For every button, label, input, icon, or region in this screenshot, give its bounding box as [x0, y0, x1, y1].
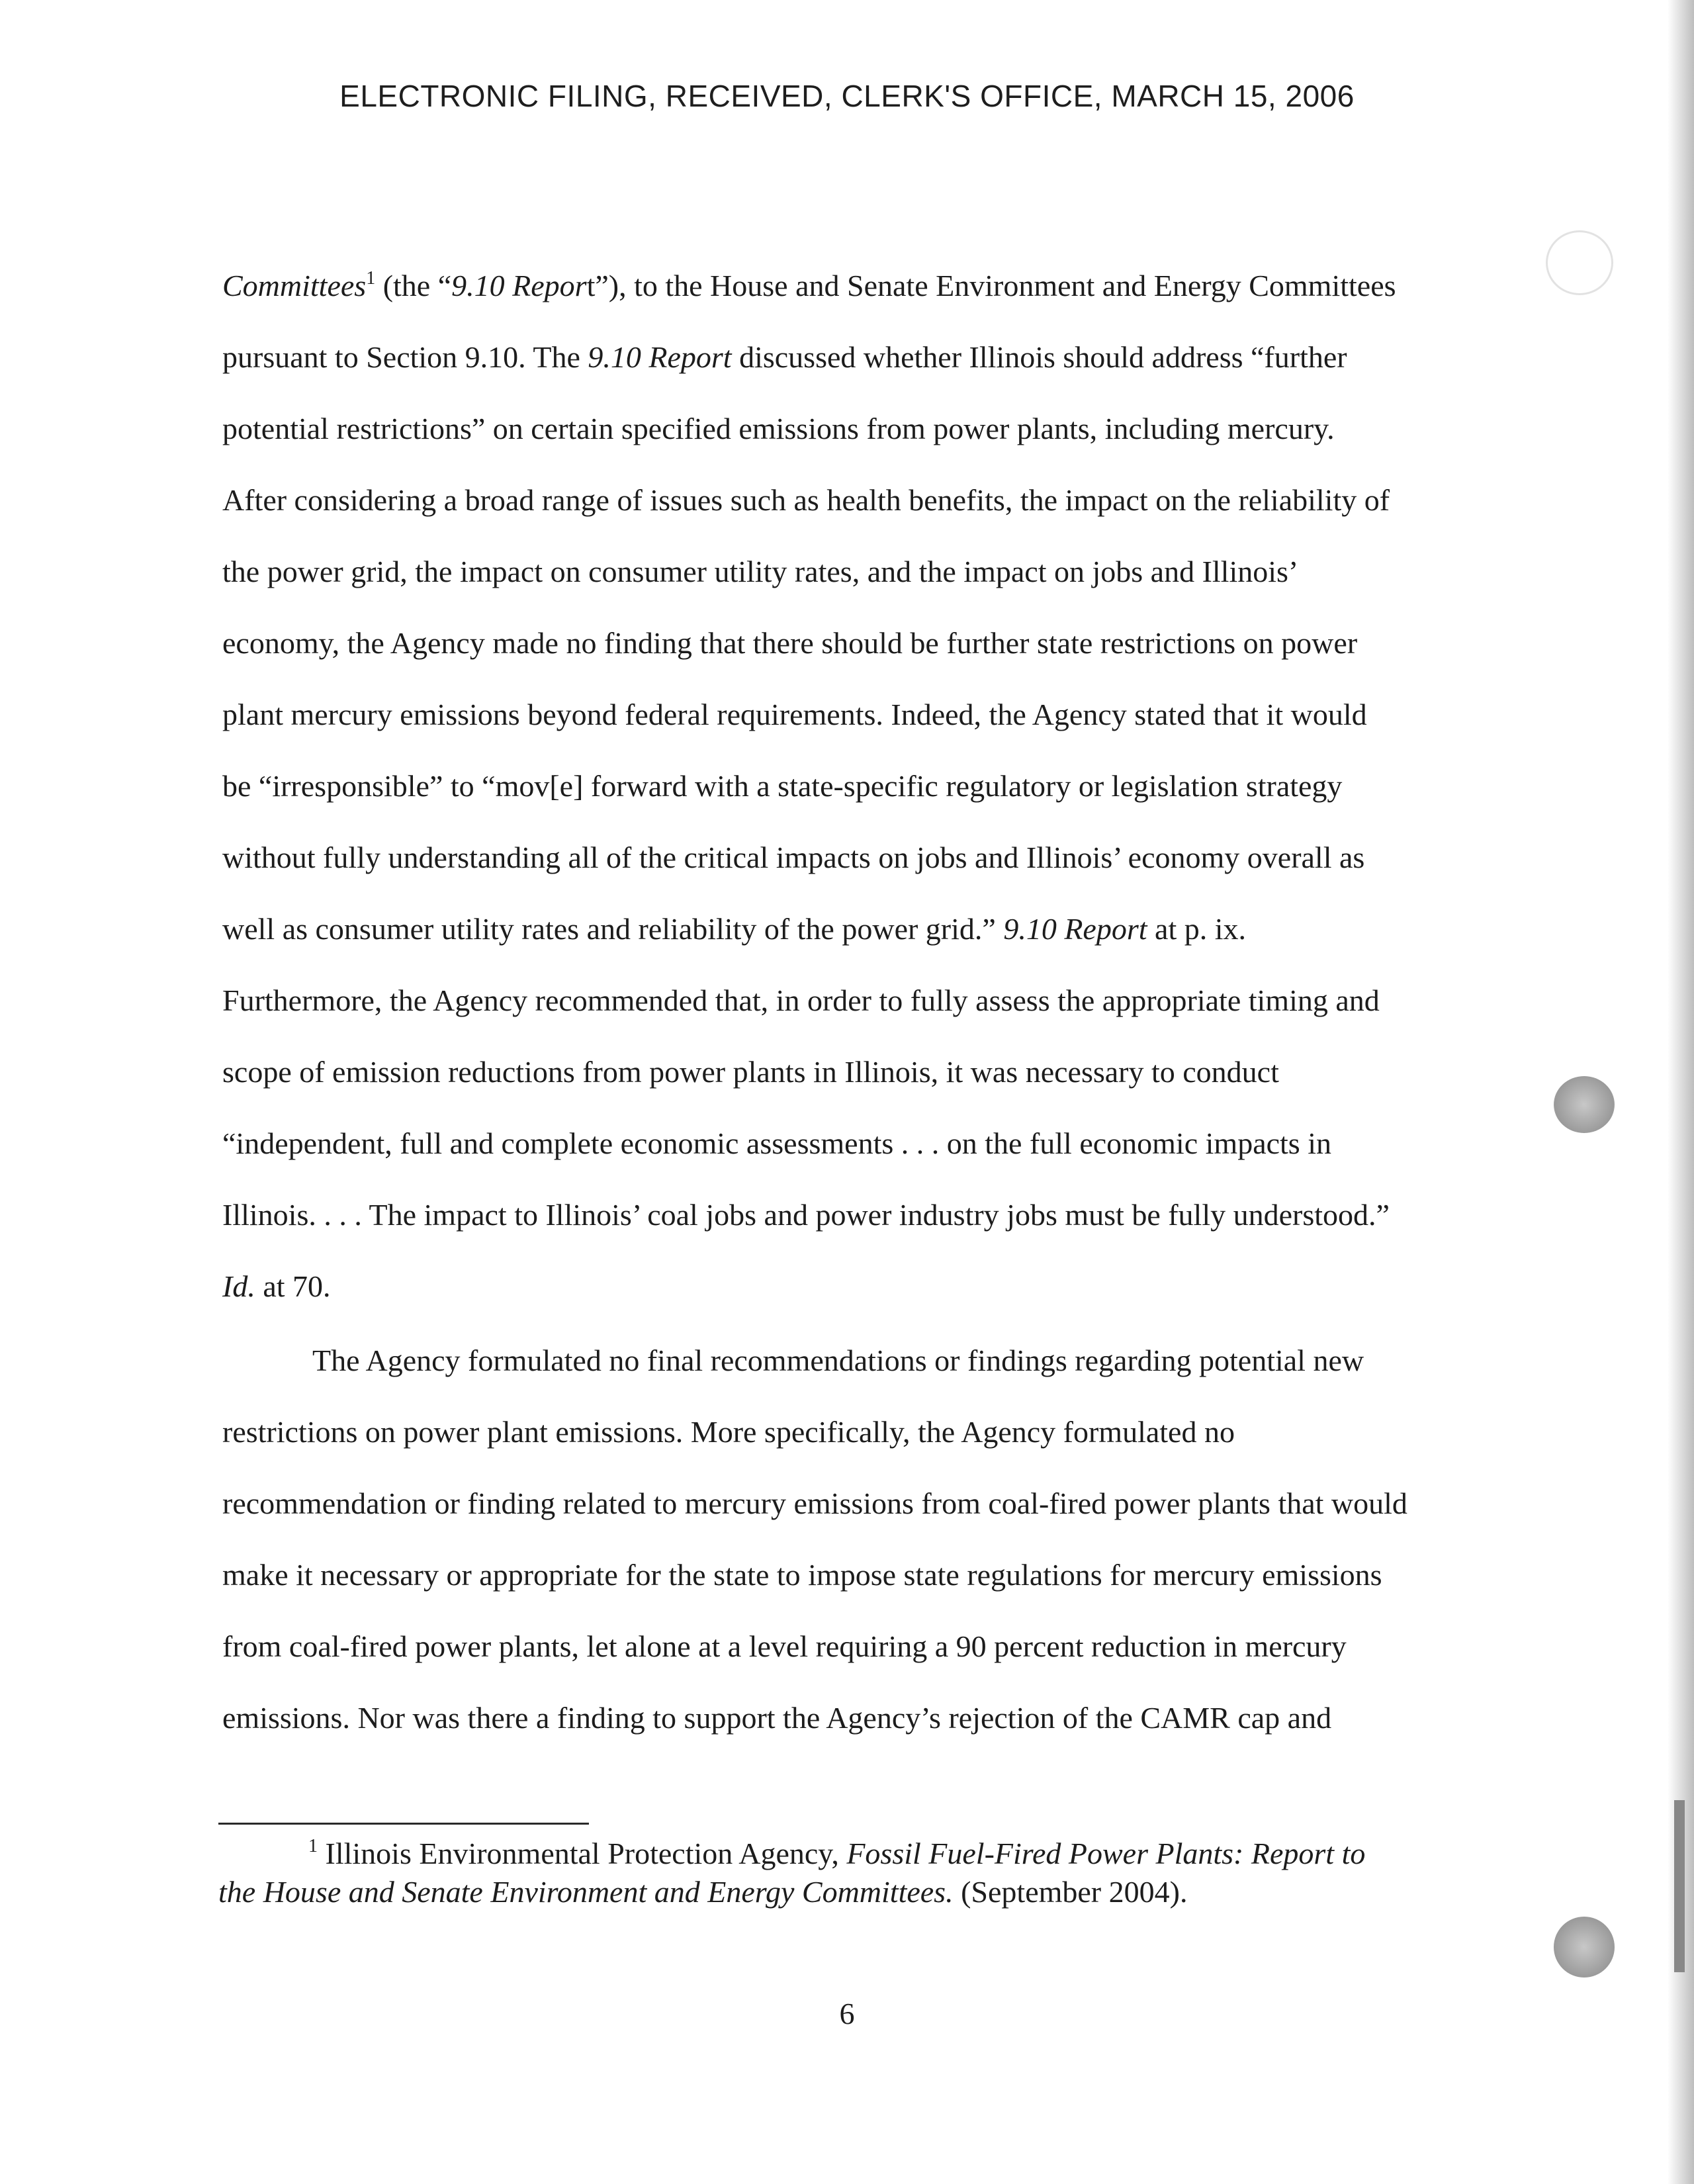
- footnote-divider: [218, 1823, 589, 1825]
- text-run: at p. ix.: [1147, 912, 1247, 946]
- punch-hole-outline: [1546, 230, 1613, 295]
- text-line: recommendation or finding related to mercury emissions from coal-fired power plants that would: [222, 1486, 1407, 1520]
- page-number: 6: [839, 1997, 855, 2030]
- paragraph-2: [222, 1325, 1480, 1754]
- text-run: Illinois Environmental Protection Agency,: [318, 1837, 847, 1870]
- text-line: potential restrictions” on certain specified emissions from power plants, including mercury.: [222, 412, 1335, 445]
- text-line: [222, 1251, 1480, 1322]
- text-line: scope of emission reductions from power plants in Illinois, it was necessary to conduct: [222, 1055, 1279, 1089]
- text-line: emissions. Nor was there a finding to support the Agency’s rejection of the CAMR cap and: [222, 1701, 1332, 1735]
- punch-hole: [1554, 1076, 1615, 1133]
- text-line: restrictions on power plant emissions. More specifically, the Agency formulated no: [222, 1415, 1235, 1449]
- text-run: t”), to the House and Senate Environment and Energy Committees: [586, 269, 1396, 302]
- text-line: plant mercury emissions beyond federal requirements. Indeed, the Agency stated that it would: [222, 698, 1367, 731]
- italic-text: 9.10 Report: [588, 340, 732, 374]
- italic-text: the House and Senate Environment and Energy Committees.: [218, 1875, 954, 1909]
- italic-text: 9.10 Repor: [451, 269, 587, 302]
- footnote-marker: 1: [308, 1836, 318, 1856]
- text-line: without fully understanding all of the critical impacts on jobs and Illinois’ economy overall as: [222, 841, 1365, 874]
- text-line: [222, 250, 1480, 322]
- text-run: pursuant to Section 9.10. The: [222, 340, 588, 374]
- text-line: [222, 322, 1480, 393]
- text-line: Furthermore, the Agency recommended that, in order to fully assess the appropriate timing and: [222, 983, 1380, 1017]
- text-run: (the “: [375, 269, 452, 302]
- italic-text: 9.10 Report: [1003, 912, 1147, 946]
- punch-hole: [1554, 1917, 1615, 1978]
- scan-edge-mark: [1674, 1800, 1685, 1972]
- text-line: make it necessary or appropriate for the state to impose state regulations for mercury emissions: [222, 1558, 1382, 1592]
- footnote-ref: 1: [366, 268, 376, 289]
- italic-text: Fossil Fuel-Fired Power Plants: Report to: [846, 1837, 1366, 1870]
- text-line: “independent, full and complete economic assessments . . . on the full economic impacts in: [222, 1126, 1331, 1160]
- text-line: After considering a broad range of issues such as health benefits, the impact on the reliability of: [222, 483, 1390, 517]
- paragraph-1: [222, 250, 1480, 1322]
- text-run: at 70.: [255, 1269, 331, 1303]
- footnote: [218, 1835, 1476, 1911]
- italic-text: Committees: [222, 269, 367, 302]
- filing-stamp: ELECTRONIC FILING, RECEIVED, CLERK'S OFFICE, MARCH 15, 2006: [339, 79, 1355, 113]
- text-run: discussed whether Illinois should address “further: [731, 340, 1347, 374]
- text-run: (September 2004).: [953, 1875, 1188, 1909]
- text-line: economy, the Agency made no finding that there should be further state restrictions on power: [222, 626, 1358, 660]
- text-line: the power grid, the impact on consumer utility rates, and the impact on jobs and Illinois’: [222, 555, 1299, 588]
- text-line: The Agency formulated no final recommendations or findings regarding potential new: [312, 1343, 1364, 1377]
- text-line: [222, 893, 1480, 965]
- text-line: from coal-fired power plants, let alone at a level requiring a 90 percent reduction in mercury: [222, 1629, 1347, 1663]
- text-line: be “irresponsible” to “mov[e] forward with a state-specific regulatory or legislation strategy: [222, 769, 1343, 803]
- footnote-line: [218, 1873, 1476, 1911]
- footnote-line: [218, 1835, 1476, 1873]
- italic-text: Id.: [222, 1269, 255, 1303]
- text-line: Illinois. . . . The impact to Illinois’ coal jobs and power industry jobs must be fully understood.”: [222, 1198, 1390, 1232]
- paragraph-2-text: [222, 1325, 1480, 1754]
- text-run: well as consumer utility rates and reliability of the power grid.”: [222, 912, 1004, 946]
